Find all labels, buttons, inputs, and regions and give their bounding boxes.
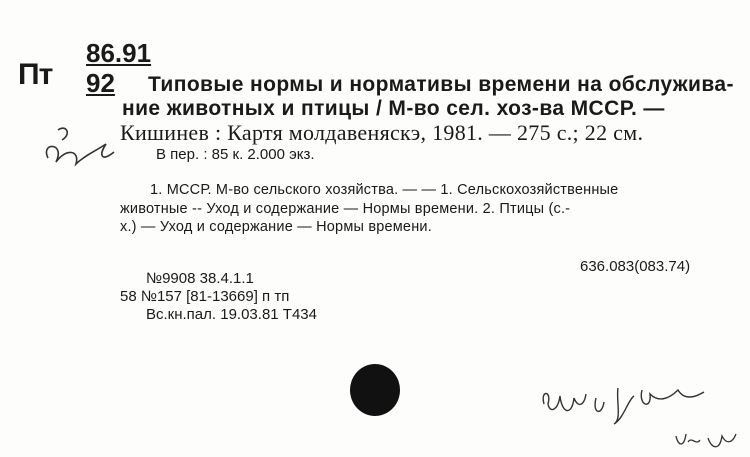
udc-code: 636.083(083.74): [580, 258, 691, 275]
card-title-line-1: Типовые нормы и нормативы времени на обслужива-: [148, 73, 734, 96]
shelf-mark-prefix: Пт: [18, 58, 53, 91]
tracing-line-2: животные -- Уход и содержание — Нормы времени. 2. Птицы (с.-: [120, 201, 571, 217]
punch-hole: [350, 364, 400, 416]
control-line-3: Вс.кн.пал. 19.03.81 Т434: [146, 306, 317, 323]
physical-description: В пер. : 85 к. 2.000 экз.: [156, 146, 315, 163]
card-title-line-2: ние животных и птицы / М-во сел. хоз-ва МССР. —: [122, 97, 665, 120]
tracing-line-3: х.) — Уход и содержание — Нормы времени.: [120, 219, 432, 235]
tracing-line-1: 1. МССР. М-во сельского хозяйства. — — 1. Сельскохозяйственные: [150, 182, 619, 198]
handwritten-mark-icon: [36, 122, 126, 177]
shelf-mark-numerator: 86.91: [86, 38, 152, 68]
imprint-line: Кишинев : Картя молдавеняскэ, 1981. — 275 с.; 22 см.: [120, 120, 644, 145]
control-line-1: №9908 38.4.1.1: [146, 270, 254, 287]
handwritten-initials-icon: [672, 428, 742, 454]
shelf-mark-denominator: 92: [86, 68, 115, 98]
control-line-2: 58 №157 [81-13669] п тп: [120, 288, 290, 305]
handwritten-date-signature-icon: [538, 380, 708, 430]
